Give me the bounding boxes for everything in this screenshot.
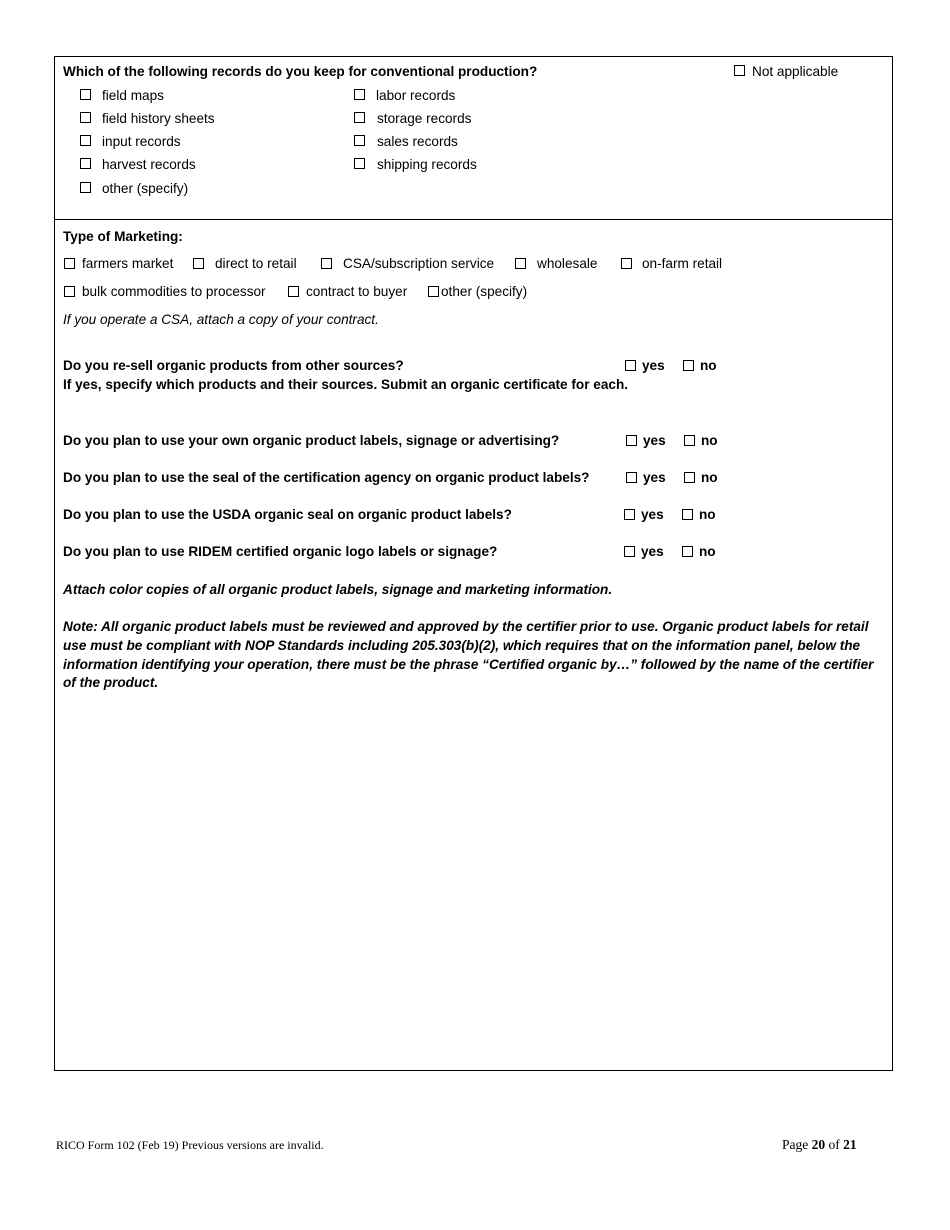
direct-to-retail-label: direct to retail [215, 256, 297, 271]
page-word: Page [782, 1137, 809, 1152]
form-frame [54, 56, 893, 1071]
own-labels-yes-label: yes [643, 433, 666, 448]
input-records-checkbox[interactable] [80, 135, 91, 146]
other-marketing-label: other (specify) [441, 284, 528, 299]
usda-seal-no-label: no [699, 507, 716, 522]
not-applicable-label: Not applicable [752, 64, 839, 79]
own-labels-question: Do you plan to use your own organic product labels, signage or advertising? [63, 433, 560, 448]
marketing-heading: Type of Marketing: [63, 229, 183, 244]
ridem-logo-no-label: no [699, 544, 716, 559]
page-total: 21 [843, 1137, 857, 1152]
field-maps-label: field maps [102, 88, 164, 103]
labor-records-checkbox[interactable] [354, 89, 365, 100]
other-marketing-checkbox[interactable] [428, 286, 439, 297]
other-records-checkbox[interactable] [80, 182, 91, 193]
on-farm-retail-label: on-farm retail [642, 256, 723, 271]
resell-yes-checkbox[interactable] [625, 360, 636, 371]
storage-records-label: storage records [377, 111, 472, 126]
bulk-commodities-label: bulk commodities to processor [82, 284, 266, 299]
form-footer: RICO Form 102 (Feb 19) Previous versions are invalid. [56, 1138, 324, 1152]
resell-followup: If yes, specify which products and their sources. Submit an organic certificate for each. [63, 377, 629, 392]
storage-records-checkbox[interactable] [354, 112, 365, 123]
csa-label: CSA/subscription service [343, 256, 495, 271]
csa-checkbox[interactable] [321, 258, 332, 269]
records-question: Which of the following records do you keep for conventional production? [63, 64, 538, 79]
shipping-records-label: shipping records [377, 157, 477, 172]
farmers-market-checkbox[interactable] [64, 258, 75, 269]
not-applicable-checkbox[interactable] [734, 65, 745, 76]
ridem-logo-question: Do you plan to use RIDEM certified organic logo labels or signage? [63, 544, 498, 559]
agency-seal-question: Do you plan to use the seal of the certification agency on organic product labels? [63, 470, 590, 485]
wholesale-checkbox[interactable] [515, 258, 526, 269]
agency-seal-yes-label: yes [643, 470, 666, 485]
agency-seal-no-label: no [701, 470, 718, 485]
ridem-logo-yes-checkbox[interactable] [624, 546, 635, 557]
attach-note: Attach color copies of all organic product labels, signage and marketing information. [63, 582, 613, 597]
field-maps-checkbox[interactable] [80, 89, 91, 100]
resell-yes-label: yes [642, 358, 665, 373]
own-labels-yes-checkbox[interactable] [626, 435, 637, 446]
ridem-logo-no-checkbox[interactable] [682, 546, 693, 557]
page-indicator [782, 1137, 857, 1153]
usda-seal-question: Do you plan to use the USDA organic seal on organic product labels? [63, 507, 512, 522]
own-labels-no-label: no [701, 433, 718, 448]
usda-seal-yes-checkbox[interactable] [624, 509, 635, 520]
contract-to-buyer-checkbox[interactable] [288, 286, 299, 297]
shipping-records-checkbox[interactable] [354, 158, 365, 169]
labeling-note: Note: All organic product labels must be reviewed and approved by the certifier prior to use. Organic product labels for retail use must be compliant with NOP Standards including 205.303(b)(2), which requires that on the information panel, below the information identifying your operation, there must be the phrase “Certified organic by…” followed by the name of the certifier of the product. [63, 619, 874, 691]
of-word: of [828, 1137, 840, 1152]
ridem-logo-yes-label: yes [641, 544, 664, 559]
labor-records-label: labor records [376, 88, 456, 103]
usda-seal-no-checkbox[interactable] [682, 509, 693, 520]
resell-no-checkbox[interactable] [683, 360, 694, 371]
field-history-sheets-label: field history sheets [102, 111, 215, 126]
harvest-records-checkbox[interactable] [80, 158, 91, 169]
farmers-market-label: farmers market [82, 256, 174, 271]
on-farm-retail-checkbox[interactable] [621, 258, 632, 269]
resell-no-label: no [700, 358, 717, 373]
agency-seal-no-checkbox[interactable] [684, 472, 695, 483]
page-number: 20 [811, 1137, 826, 1152]
wholesale-label: wholesale [537, 256, 598, 271]
usda-seal-yes-label: yes [641, 507, 664, 522]
sales-records-checkbox[interactable] [354, 135, 365, 146]
field-history-sheets-checkbox[interactable] [80, 112, 91, 123]
other-records-label: other (specify) [102, 181, 189, 196]
sales-records-label: sales records [377, 134, 458, 149]
resell-question: Do you re-sell organic products from other sources? [63, 358, 404, 373]
contract-to-buyer-label: contract to buyer [306, 284, 408, 299]
own-labels-no-checkbox[interactable] [684, 435, 695, 446]
direct-to-retail-checkbox[interactable] [193, 258, 204, 269]
agency-seal-yes-checkbox[interactable] [626, 472, 637, 483]
csa-note: If you operate a CSA, attach a copy of your contract. [63, 312, 379, 327]
section-divider [54, 219, 893, 220]
harvest-records-label: harvest records [102, 157, 196, 172]
input-records-label: input records [102, 134, 181, 149]
bulk-commodities-checkbox[interactable] [64, 286, 75, 297]
